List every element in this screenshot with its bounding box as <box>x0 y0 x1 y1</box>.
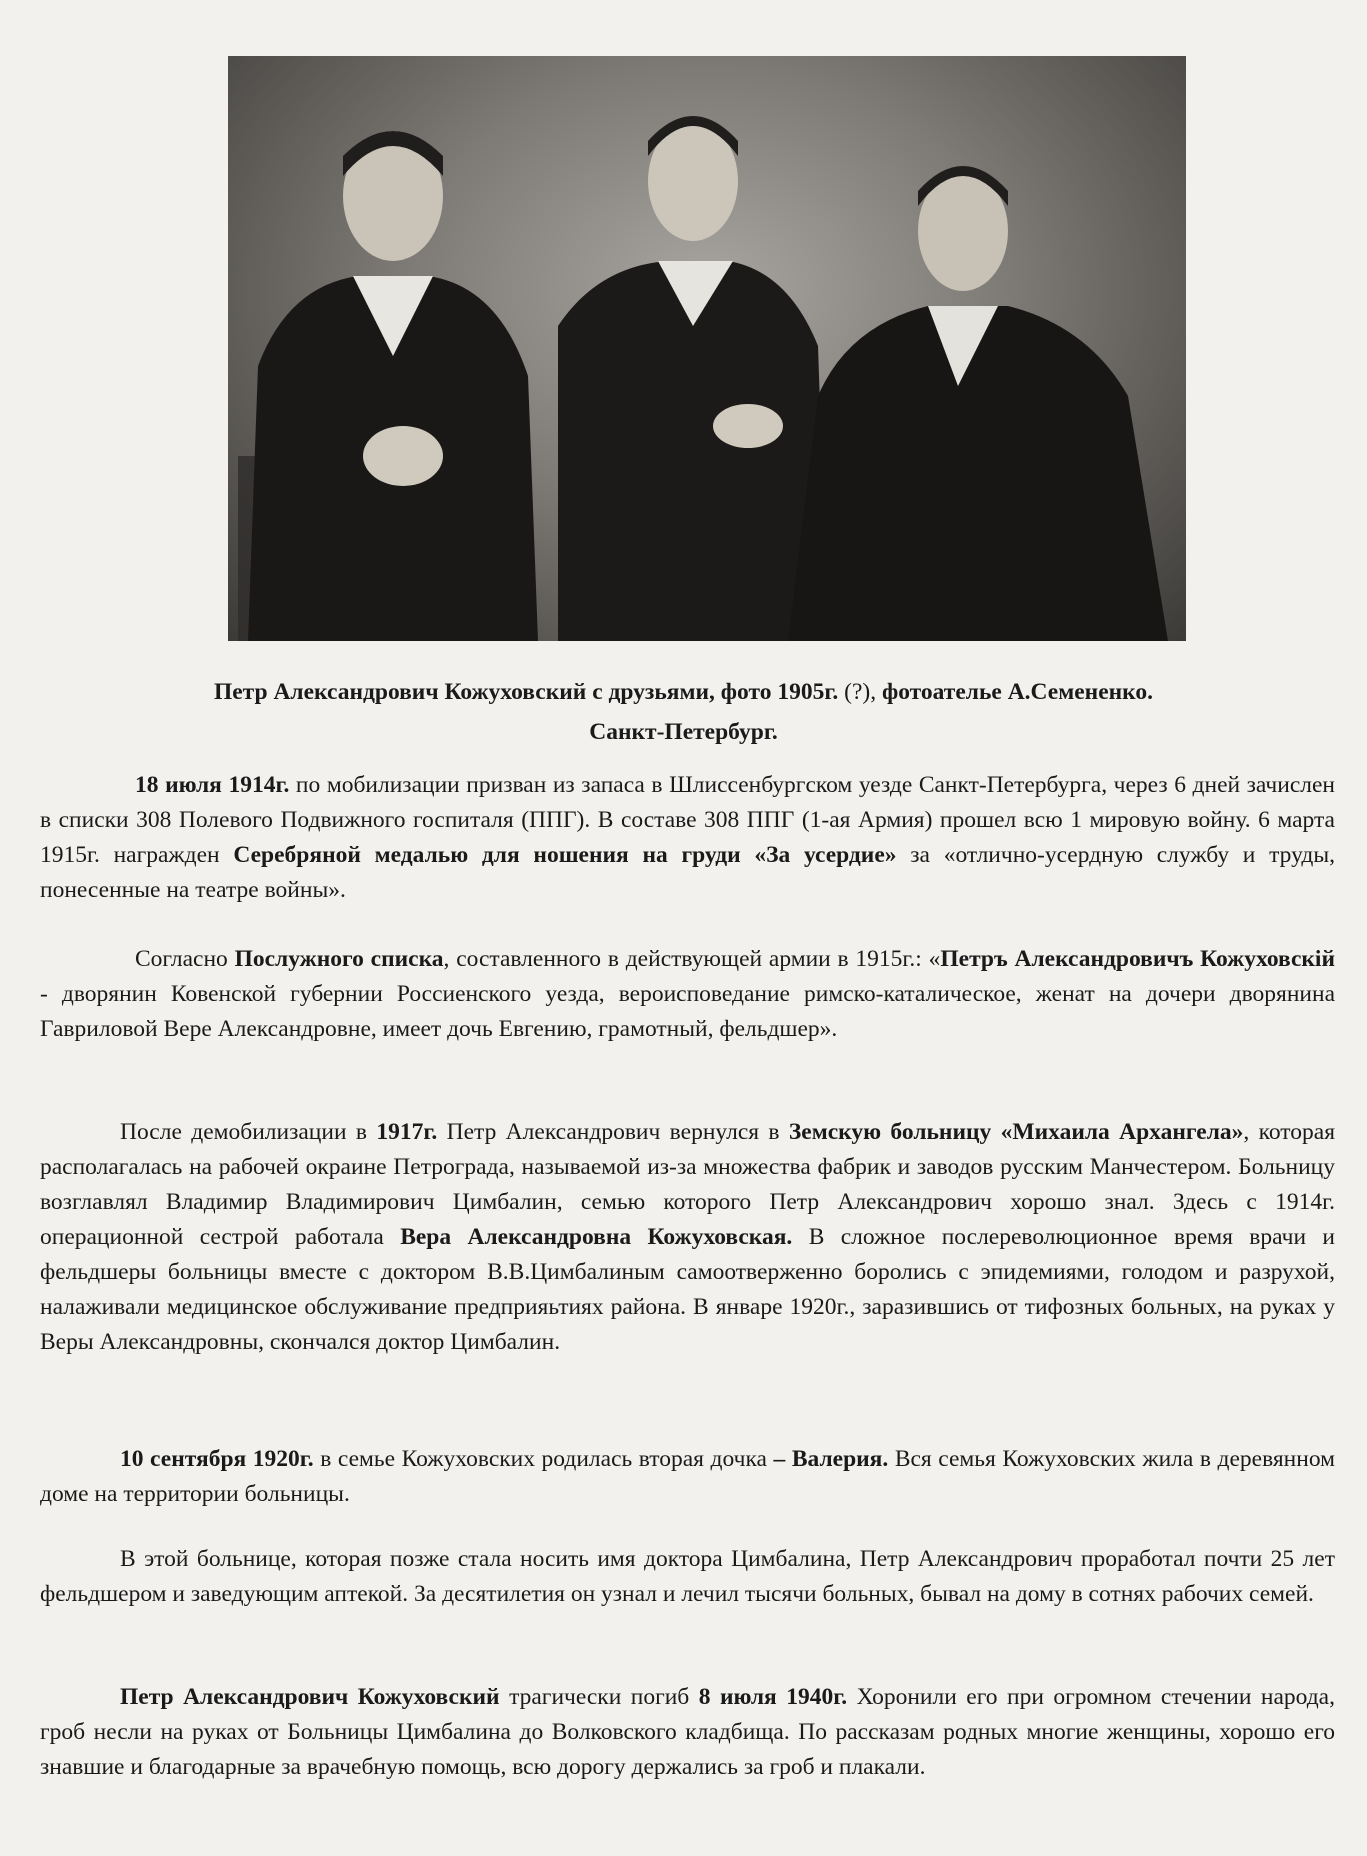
caption-bold-2: фотоателье А.Семененко. <box>881 679 1154 705</box>
paragraph-hospital <box>40 1115 1335 1360</box>
p3-wife-name: Вера Александровна Кожуховская. <box>400 1224 793 1250</box>
photo-illustration <box>228 56 1186 641</box>
p1-medal: Серебряной медалью для ношения на груди «За усердие» <box>233 842 897 868</box>
p3-year: 1917г. <box>376 1119 438 1145</box>
caption-line-1 <box>60 672 1307 712</box>
caption-line-2 <box>60 712 1307 752</box>
p6-name: Петр Александрович Кожуховский <box>120 1684 500 1710</box>
p2-name: Петръ Александровичъ Кожуховскій <box>940 946 1335 972</box>
photo-caption <box>60 672 1307 752</box>
paragraph-daughter <box>40 1442 1335 1512</box>
p3-text-4: В сложное послереволюционное время врачи и фельдшеры больницы вместе с доктором В.В.Цимбалиным самоотверженно боролись с эпидемиями, голодом и разрухой, налаживали медицинское обслуживание предприяьтиях района. В январе 1920г., заразившись от тифозных больных, на руках у Веры Александровны, скончался доктор Цимбалин. <box>40 1224 1335 1355</box>
p6-text-1: трагически погиб <box>499 1684 699 1710</box>
p4-text-2: Вся семья Кожуховских жила в деревянном доме на территории больницы. <box>40 1446 1335 1507</box>
p4-daughter-name: – Валерия. <box>773 1446 889 1472</box>
p2-text-3: - дворянин Ковенской губернии Россиенского уезда, вероисповедание римско-каталическое, женат на дочери дворянина Гавриловой Вере Александровне, имеет дочь Евгению, грамотный, фельдшер». <box>40 981 1335 1042</box>
paragraph-career <box>40 1542 1335 1612</box>
p3-text-1: После демобилизации в <box>120 1119 377 1145</box>
p2-text-1: Согласно <box>135 946 235 972</box>
paragraph-mobilization <box>40 768 1335 908</box>
paragraph-service-record <box>40 942 1335 1047</box>
p1-text-2: за «отлично-усердную службу и труды, понесенные на театре войны». <box>40 842 1335 903</box>
historical-photo <box>228 56 1186 641</box>
p6-text-2: Хоронили его при огромном стечении народа, гроб несли на руках от Больницы Цимбалина до Волковского кладбища. По рассказам родных многие женщины, хорошо его знавшие и благодарные за врачебную помощь, всю дорогу держались за гроб и плакали. <box>40 1684 1335 1780</box>
p1-date: 18 июля 1914г. <box>135 772 290 798</box>
caption-bold-1: Петр Александрович Кожуховский с друзьями, фото 1905г. <box>213 679 839 705</box>
p5-text-1: В этой больнице, которая позже стала носить имя доктора Цимбалина, Петр Александрович проработал почти 25 лет фельдшером и заведующим аптекой. За десятилетия он узнал и лечил тысячи больных, бывал на дому в сотнях рабочих семей. <box>40 1546 1335 1607</box>
p3-hospital-name: Земскую больницу «Михаила Архангела» <box>788 1119 1244 1145</box>
p2-record: Послужного списка <box>234 946 444 972</box>
p3-text-3: , которая располагалась на рабочей окраине Петрограда, называемой из-за множества фабрик и заводов русским Манчестером. Больницу возглавлял Владимир Владимирович Цимбалин, семью которого Петр Александрович хорошо знал. Здесь с 1914г. операционной сестрой работала <box>40 1119 1336 1250</box>
p3-text-2: Петр Александрович вернулся в <box>437 1119 789 1145</box>
p6-date: 8 июля 1940г. <box>698 1684 848 1710</box>
p2-text-2: , составленного в действующей армии в 1915г.: « <box>443 946 941 972</box>
caption-city: Санкт-Петербург. <box>589 719 778 745</box>
caption-plain: (?), <box>838 679 882 705</box>
paragraph-death <box>40 1680 1335 1785</box>
p1-text-1: по мобилизации призван из запаса в Шлиссенбургском уезде Санкт-Петербурга, через 6 дней зачислен в списки 308 Полевого Подвижного госпиталя (ППГ). В составе 308 ППГ (1-ая Армия) прошел всю 1 мировую войну. 6 марта 1915г. награжден <box>40 772 1335 868</box>
p4-text-1: в семье Кожуховских родилась вторая дочка <box>313 1446 774 1472</box>
p4-date: 10 сентября 1920г. <box>120 1446 314 1472</box>
